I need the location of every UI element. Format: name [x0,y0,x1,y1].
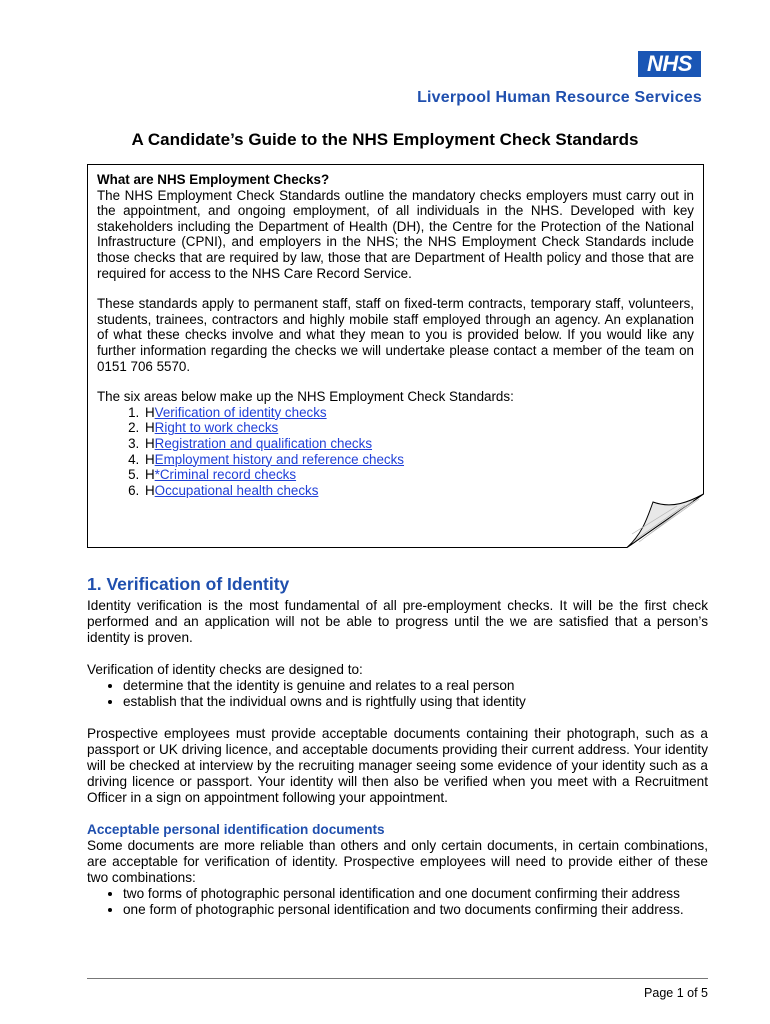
list-item: 4. HEmployment history and reference checks [143,452,694,468]
checks-list [97,405,694,499]
list-item: 1. HVerification of identity checks [143,405,694,421]
intro-paragraph-2: These standards apply to permanent staff, staff on fixed-term contracts, temporary staff, volunteers, students, trainees, contractors and highly mobile staff employed through an agency. An explanation of what these checks involve and what they mean to you is provided below. If you would like any further information regarding the checks we will undertake please contact a member of the team on 0151 706 5570. [97,296,694,374]
list-item: • determine that the identity is genuine and relates to a real person [123,678,708,694]
nhs-logo: NHS [638,51,701,77]
combination-bullets [87,886,708,918]
designed-bullets [87,678,708,710]
link-registration-qualification[interactable]: Registration and qualification checks [154,435,373,451]
list-item: 5. H*Criminal record checks [143,467,694,483]
page-title: A Candidate’s Guide to the NHS Employment Check Standards [131,130,639,149]
section-paragraph-3: Some documents are more reliable than others and only certain documents, in certain combinations, are acceptable for verification of identity. Prospective employees will need to provide either of these two combinations: [87,838,708,885]
link-verification-of-identity[interactable]: Verification of identity checks [154,404,327,420]
section-paragraph-1: Identity verification is the most fundamental of all pre-employment checks. It will be the first check performed and an application will not be able to progress until the we are satisfied that a person’s identity is proven. [87,598,708,645]
list-item: • establish that the individual owns and is rightfully using that identity [123,694,708,710]
designed-intro: Verification of identity checks are designed to: [87,662,363,677]
link-criminal-record[interactable]: *Criminal record checks [154,467,297,483]
section-paragraph-2: Prospective employees must provide acceptable documents containing their photograph, such as a passport or UK driving licence, and acceptable documents providing their current address. Your identity will be checked at interview by the recruiting manager seeing some evidence of your identity such as a driving licence or passport. Your identity will then also be verified when you meet with a Recruitment Officer in a sign on appointment following your appointment. [87,726,708,805]
list-item: • one form of photographic personal identification and two documents confirming their address. [123,902,708,918]
footer-divider [87,978,708,979]
link-employment-history[interactable]: Employment history and reference checks [154,451,405,467]
list-item: 3. HRegistration and qualification checks [143,436,694,452]
link-right-to-work[interactable]: Right to work checks [154,420,279,436]
section-verification-of-identity [87,576,708,934]
intro-question: What are NHS Employment Checks? [97,172,330,187]
intro-paragraph-1: The NHS Employment Check Standards outline the mandatory checks employers must carry out in the appointment, and ongoing employment, of all individuals in the NHS. Developed with key stakeholders including the Department of Health (DH), the Centre for the Protection of the National Infrastructure (CPNI), and employers in the NHS; the NHS Employment Check Standards include those checks that are required by law, those that are Department of Health policy and those that are required for access to the NHS Care Record Service. [97,187,694,281]
page-number: Page 1 of 5 [644,986,708,1000]
list-item: 2. HRight to work checks [143,420,694,436]
organisation-name: Liverpool Human Resource Services [417,89,702,106]
intro-box [87,164,704,547]
subheading-acceptable-documents: Acceptable personal identification documents [87,822,385,837]
link-occupational-health[interactable]: Occupational health checks [154,482,319,498]
list-item: 6. HOccupational health checks [143,483,694,499]
list-item: • two forms of photographic personal identification and one document confirming their address [123,886,708,902]
section-heading: 1. Verification of Identity [87,574,290,594]
checks-list-intro: The six areas below make up the NHS Employment Check Standards: [97,389,514,405]
